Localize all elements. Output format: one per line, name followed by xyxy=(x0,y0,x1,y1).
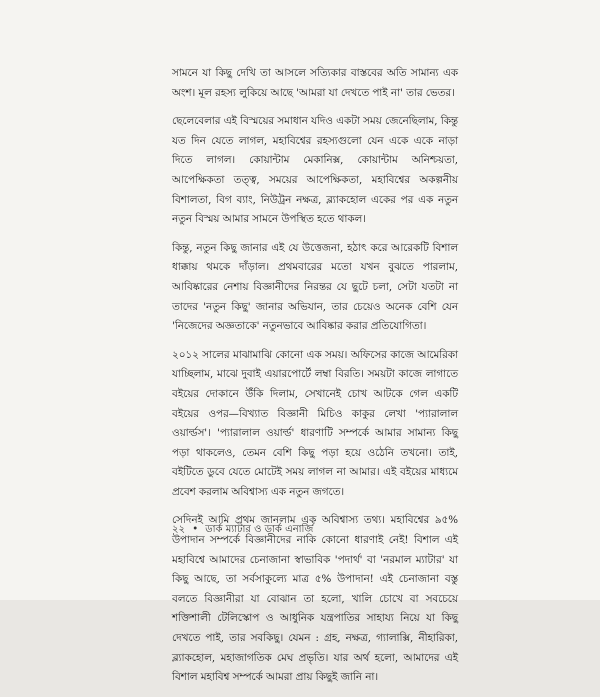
paragraph-4: ২০১২ সালের মাঝামাঝি কোনো এক সময়। অফিসের কাজে আমেরিকা যাচ্ছিলাম, মাঝে দুবাই এয়ারপোর্টে লম্বা বিরতি। সময়টা কাজে লাগাতে বইয়ের দোকানে উঁকি দিলাম, সেখানেই চোখ আটকে গেল একটি বইয়ের ওপর—বিখ্যাত বিজ্ঞানী মিচিও কাকুর লেখা 'প্যারালাল ওয়ার্ল্ডস'। 'প্যারালাল ওয়ার্ল্ড' ধারণাটি সম্পর্কে আমার সামান্য কিছু পড়া থাকলেও, তেমন বেশি কিছু পড়া হয়ে ওঠেনি তখনো। তাই, বইটিতে ডুবে যেতে মোটেই সময় লাগল না আমার। এই বইয়ের মাধ্যমে প্রবেশ করলাম অবিশ্বাস্য এক নতুন জগতে। xyxy=(172,348,458,498)
paragraph-1: সামনে যা কিছু দেখি তা আসলে সত্যিকার বাস্তবের অতি সামান্য এক অংশ। মূল রহস্য লুকিয়ে আছে 'আমরা যা দেখতে পাই না' তার ভেতর। xyxy=(172,67,458,99)
paragraph-2: ছেলেবেলার এই বিস্ময়ের সমাধান যদিও একটা সময় জেনেছিলাম, কিন্তু যত দিন যেতে লাগল, মহাবিশ্বের রহস্যগুলো যেন একে একে নাড়া দিতে লাগল। কোয়ান্টাম মেকানিক্স, কোয়ান্টাম অনিশ্চয়তা, আপেক্ষিকতা তত্ত্ব, সময়ের আপেক্ষিকতা, মহাবিশ্বের অকল্পনীয় বিশালতা, বিগ ব্যাং, নিউট্রন নক্ষত্র, ব্ল্যাকহোল একের পর এক নতুন নতুন বিস্ময় আমার সামনে উপস্থিত হতে থাকল। xyxy=(172,115,458,226)
page-number: ২২ xyxy=(172,524,186,535)
page-footer xyxy=(172,522,313,539)
paragraph-5: সেদিনই আমি প্রথম জানলাম এক অবিশ্বাস্য তথ্য। মহাবিশ্বের ৯৫% উপাদান সম্পর্কে বিজ্ঞানীদের নাকি কোনো ধারণাই নেই! বিশাল এই মহাবিশ্বে আমাদের চেনাজানা স্বাভাবিক 'পদার্থ' বা 'নরমাল ম্যাটার' যা কিছু আছে, তা সর্বসাকুল্যে মাত্র ৫% উপাদান! এই চেনাজানা বস্তু বলতে বিজ্ঞানীরা যা বোঝান তা হলো, খালি চোখে বা সবচেয়ে শক্তিশালী টেলিস্কোপ ও আধুনিক যন্ত্রপাতির সাহায্য নিয়ে যা কিছু দেখতে পাই, তার সবকিছু। যেমন : গ্রহ, নক্ষত্র, গ্যালাক্সি, নীহারিকা, ব্ল্যাকহোল, মহাজাগতিক মেঘ প্রভৃতি। যার অর্থ হলো, আমাদের এই বিশাল মহাবিশ্ব সম্পর্কে আমরা প্রায় কিছুই জানি না। xyxy=(172,514,458,684)
running-title: ডার্ক ম্যাটার ও ডার্ক এনার্জি xyxy=(205,524,314,535)
paragraph-3: কিন্তু, নতুন কিছু জানার এই যে উত্তেজনা, হঠাৎ করে আরেকটি বিশাল ধাক্কায় থমকে দাঁড়াল। প্রথমবারের মতো যখন বুঝতে পারলাম, আবিষ্কারের নেশায় বিজ্ঞানীদের নিরন্তর যে ছুটে চলা, সেটা যতটা না তাদের 'নতুন কিছু' জানার অভিযান, তার চেয়েও অনেক বেশি যেন 'নিজেদের অজ্ঞতাকে' নতুনভাবে আবিষ্কার করার প্রতিযোগিতা। xyxy=(172,241,458,333)
body-text xyxy=(172,64,458,697)
footer-separator: • xyxy=(192,524,199,535)
